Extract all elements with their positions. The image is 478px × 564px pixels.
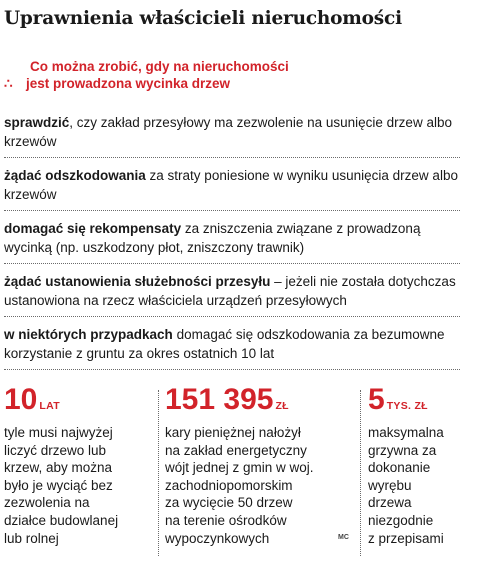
item-text: domagać się odszkodowania za bezumowne korzystanie z gruntu za okres ostatnich 10 lat — [4, 327, 445, 361]
column-divider — [158, 390, 159, 556]
desc-line: działce budowlanej — [4, 512, 119, 528]
infographic-title: Uprawnienia właścicieli nieruchomości — [4, 8, 402, 29]
item-keyword: domagać się rekompensaty — [4, 221, 182, 236]
subheading — [4, 58, 464, 92]
list-item — [4, 317, 460, 370]
stat-number: 5 — [368, 383, 385, 416]
desc-line: na zakład energetyczny — [165, 442, 307, 458]
item-text: , czy zakład przesyłowy ma zezwolenie na usunięcie drzew albo krzewów — [4, 115, 452, 149]
item-text: za straty poniesione w wyniku usunięcia drzew albo krzewów — [4, 168, 458, 202]
desc-line: liczyć drzewo lub — [4, 442, 107, 458]
desc-line: na terenie ośrodków — [165, 512, 287, 528]
desc-line: lub rolnej — [4, 530, 59, 546]
stat-value — [165, 384, 345, 422]
desc-line: krzew, aby można — [4, 460, 113, 476]
desc-line: wójt jednej z gmin w woj. — [165, 460, 314, 476]
desc-line: grzywna za — [368, 442, 437, 458]
subheading-line-2 — [4, 75, 464, 92]
subheading-line-2-text: jest prowadzona wycinka drzew — [26, 76, 231, 91]
item-text: za zniszczenia związane z prowadzoną wycinką (np. uszkodzony płot, zniszczony trawnik) — [4, 221, 421, 255]
item-keyword: sprawdzić — [4, 115, 70, 130]
list-item — [4, 264, 460, 317]
stats-row — [4, 384, 466, 556]
list-item — [4, 211, 460, 264]
rights-list — [4, 110, 460, 370]
desc-line: drzewa — [368, 495, 412, 511]
item-keyword: żądać odszkodowania — [4, 168, 146, 183]
desc-line: z przepisami — [368, 530, 444, 546]
stat-unit: LAT — [39, 400, 60, 412]
desc-line: wypoczynkowych — [165, 530, 270, 546]
item-text: – jeżeli nie została dotychczas ustanowiona na rzecz właściciela urządzeń przesyłowych — [4, 274, 456, 308]
dots-bullet-icon: ∴ — [4, 76, 13, 91]
stat-unit: ZŁ — [275, 400, 289, 412]
stat-unit: TYS. ZŁ — [386, 400, 428, 412]
desc-line: zachodniopomorskim — [165, 477, 293, 493]
subheading-line-1: Co można zrobić, gdy na nieruchomości — [30, 59, 289, 74]
stat-description — [165, 424, 345, 547]
stat-number: 151 395 — [165, 383, 274, 416]
item-keyword: w niektórych przypadkach — [4, 327, 173, 342]
stat-block-fine-amount — [165, 384, 345, 547]
desc-line: tyle musi najwyżej — [4, 425, 113, 440]
list-item — [4, 158, 460, 211]
desc-line: zezwolenia na — [4, 495, 90, 511]
stat-value — [368, 384, 466, 422]
stat-description — [4, 424, 152, 547]
author-credit: MC — [338, 534, 349, 541]
desc-line: było je wyciąć bez — [4, 477, 113, 493]
stat-description — [368, 424, 466, 547]
desc-line: za wycięcie 50 drzew — [165, 495, 293, 511]
desc-line: wyrębu — [368, 477, 412, 493]
stat-number: 10 — [4, 383, 38, 416]
item-keyword: żądać ustanowienia służebności przesyłu — [4, 274, 271, 289]
column-divider — [360, 390, 361, 556]
desc-line: kary pieniężnej nałożył — [165, 425, 301, 440]
desc-line: dokonanie — [368, 460, 431, 476]
stat-value — [4, 384, 152, 422]
stat-block-max-fine — [368, 384, 466, 547]
desc-line: maksymalna — [368, 425, 444, 440]
stat-block-10-years — [4, 384, 152, 547]
list-item — [4, 110, 460, 158]
desc-line: niezgodnie — [368, 512, 434, 528]
